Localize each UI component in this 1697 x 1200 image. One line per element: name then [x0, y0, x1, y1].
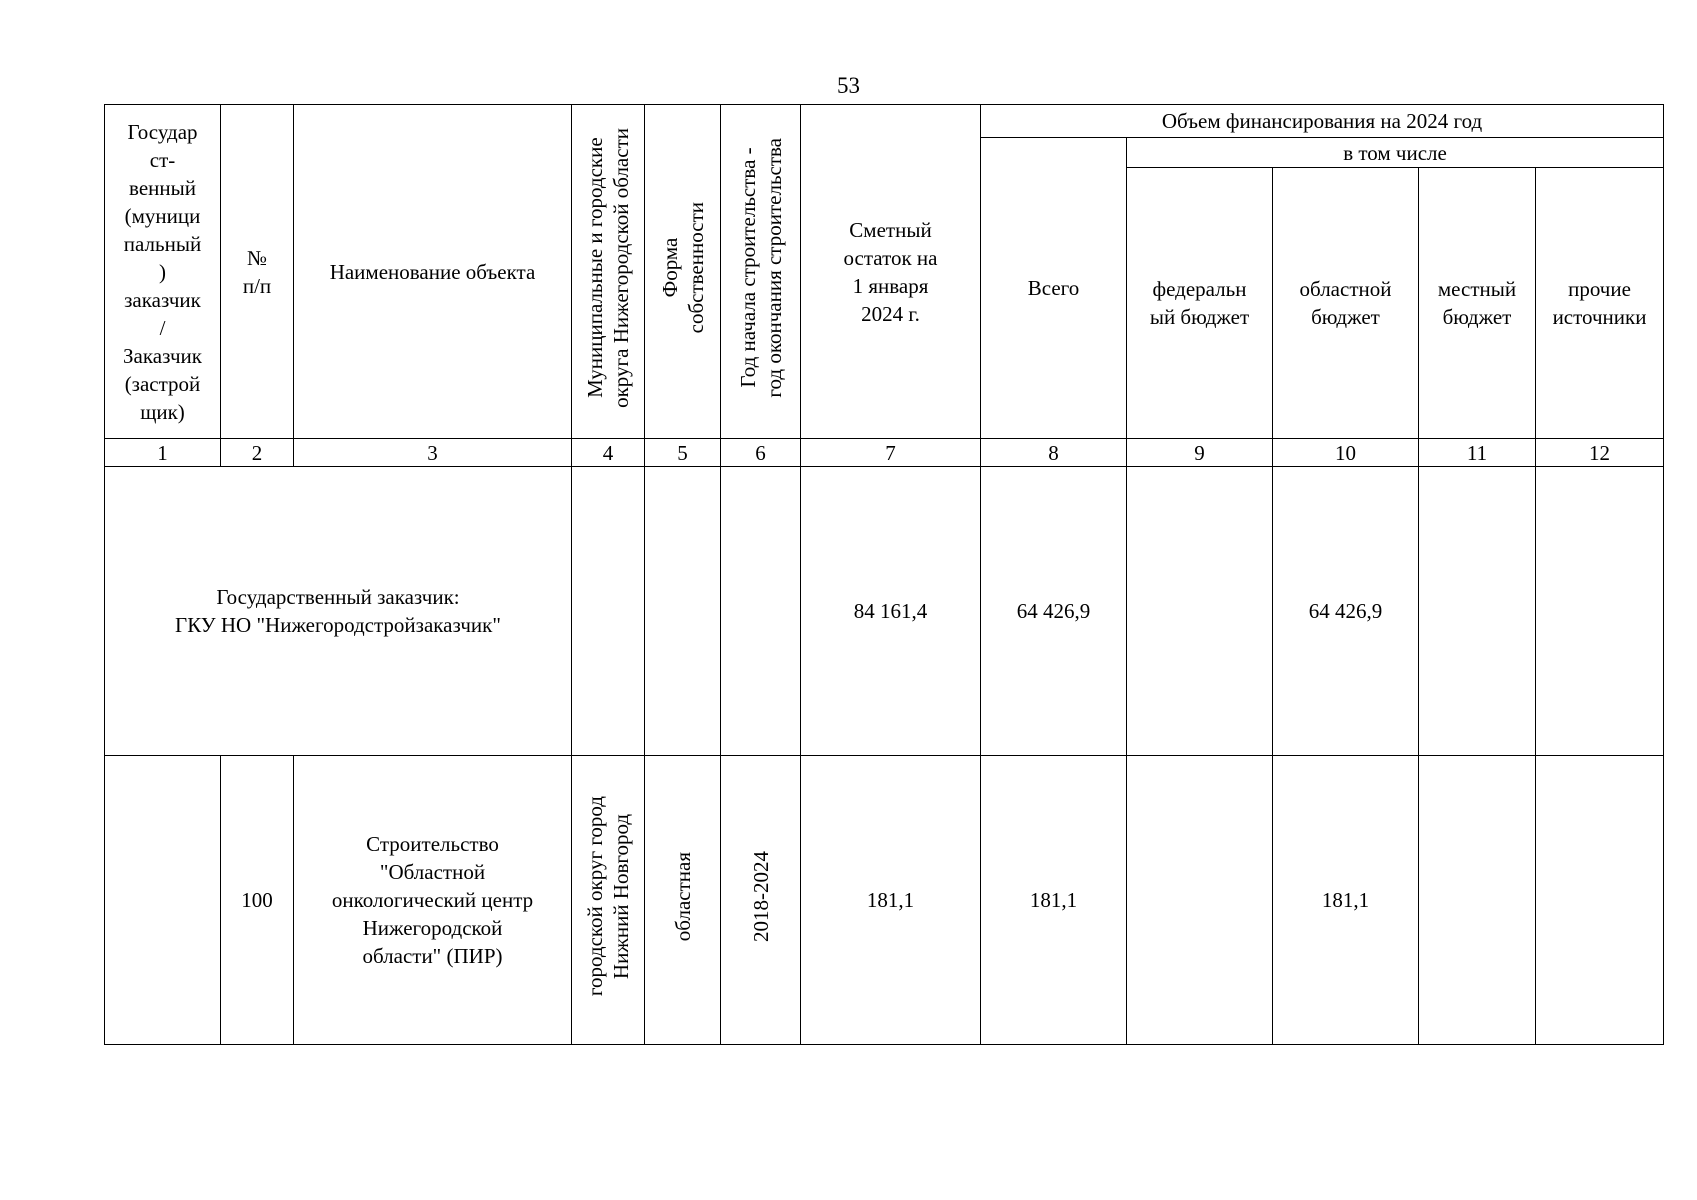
customer-federal: [1127, 467, 1273, 756]
customer-ownership: [645, 467, 721, 756]
column-number: 1: [105, 439, 221, 467]
header-funding-volume: Объем финансирования на 2024 год: [981, 105, 1664, 138]
column-number: 9: [1127, 439, 1273, 467]
object-other: [1536, 756, 1664, 1045]
header-local: местный бюджет: [1419, 168, 1536, 439]
object-ownership: областная: [645, 756, 721, 1045]
object-item-no: 100: [221, 756, 294, 1045]
financing-table: [104, 104, 1664, 1045]
column-number: 5: [645, 439, 721, 467]
page-number: 53: [837, 73, 860, 98]
column-number: 10: [1273, 439, 1419, 467]
header-municipality: Муниципальные и городские округа Нижегородской области: [572, 105, 645, 439]
header-other: прочие источники: [1536, 168, 1664, 439]
object-total: 181,1: [981, 756, 1127, 1045]
header-total: Всего: [981, 138, 1127, 439]
object-local: [1419, 756, 1536, 1045]
header-customer: Государ ст- венный (муници пальный ) заказчик / Заказчик (застрой щик): [105, 105, 221, 439]
header-item-no: № п/п: [221, 105, 294, 439]
column-number-row: [105, 439, 1664, 467]
object-name: Строительство "Областной онкологический центр Нижегородской области" (ПИР): [294, 756, 572, 1045]
object-estimated-balance: 181,1: [801, 756, 981, 1045]
object-municipality: городской округ город Нижний Новгород: [572, 756, 645, 1045]
customer-total: 64 426,9: [981, 467, 1127, 756]
column-number: 8: [981, 439, 1127, 467]
customer-other: [1536, 467, 1664, 756]
column-number: 3: [294, 439, 572, 467]
column-number: 11: [1419, 439, 1536, 467]
object-years: 2018-2024: [721, 756, 801, 1045]
object-row: [105, 756, 1664, 1045]
object-federal: [1127, 756, 1273, 1045]
object-customer: [105, 756, 221, 1045]
header-years: Год начала строительства - год окончания строительства: [721, 105, 801, 439]
header-federal: федеральн ый бюджет: [1127, 168, 1273, 439]
column-number: 6: [721, 439, 801, 467]
column-number: 2: [221, 439, 294, 467]
customer-title: Государственный заказчик: ГКУ НО "Нижегородстройзаказчик": [105, 467, 572, 756]
customer-estimated-balance: 84 161,4: [801, 467, 981, 756]
header-object-name: Наименование объекта: [294, 105, 572, 439]
object-regional: 181,1: [1273, 756, 1419, 1045]
header-ownership: Форма собственности: [645, 105, 721, 439]
header-regional: областной бюджет: [1273, 168, 1419, 439]
header-estimated-balance: Сметный остаток на 1 января 2024 г.: [801, 105, 981, 439]
column-number: 12: [1536, 439, 1664, 467]
customer-years: [721, 467, 801, 756]
customer-local: [1419, 467, 1536, 756]
column-number: 4: [572, 439, 645, 467]
customer-row: [105, 467, 1664, 756]
customer-municipality: [572, 467, 645, 756]
customer-regional: 64 426,9: [1273, 467, 1419, 756]
column-number: 7: [801, 439, 981, 467]
header-including: в том числе: [1127, 138, 1664, 168]
header-row-1: [105, 105, 1664, 138]
